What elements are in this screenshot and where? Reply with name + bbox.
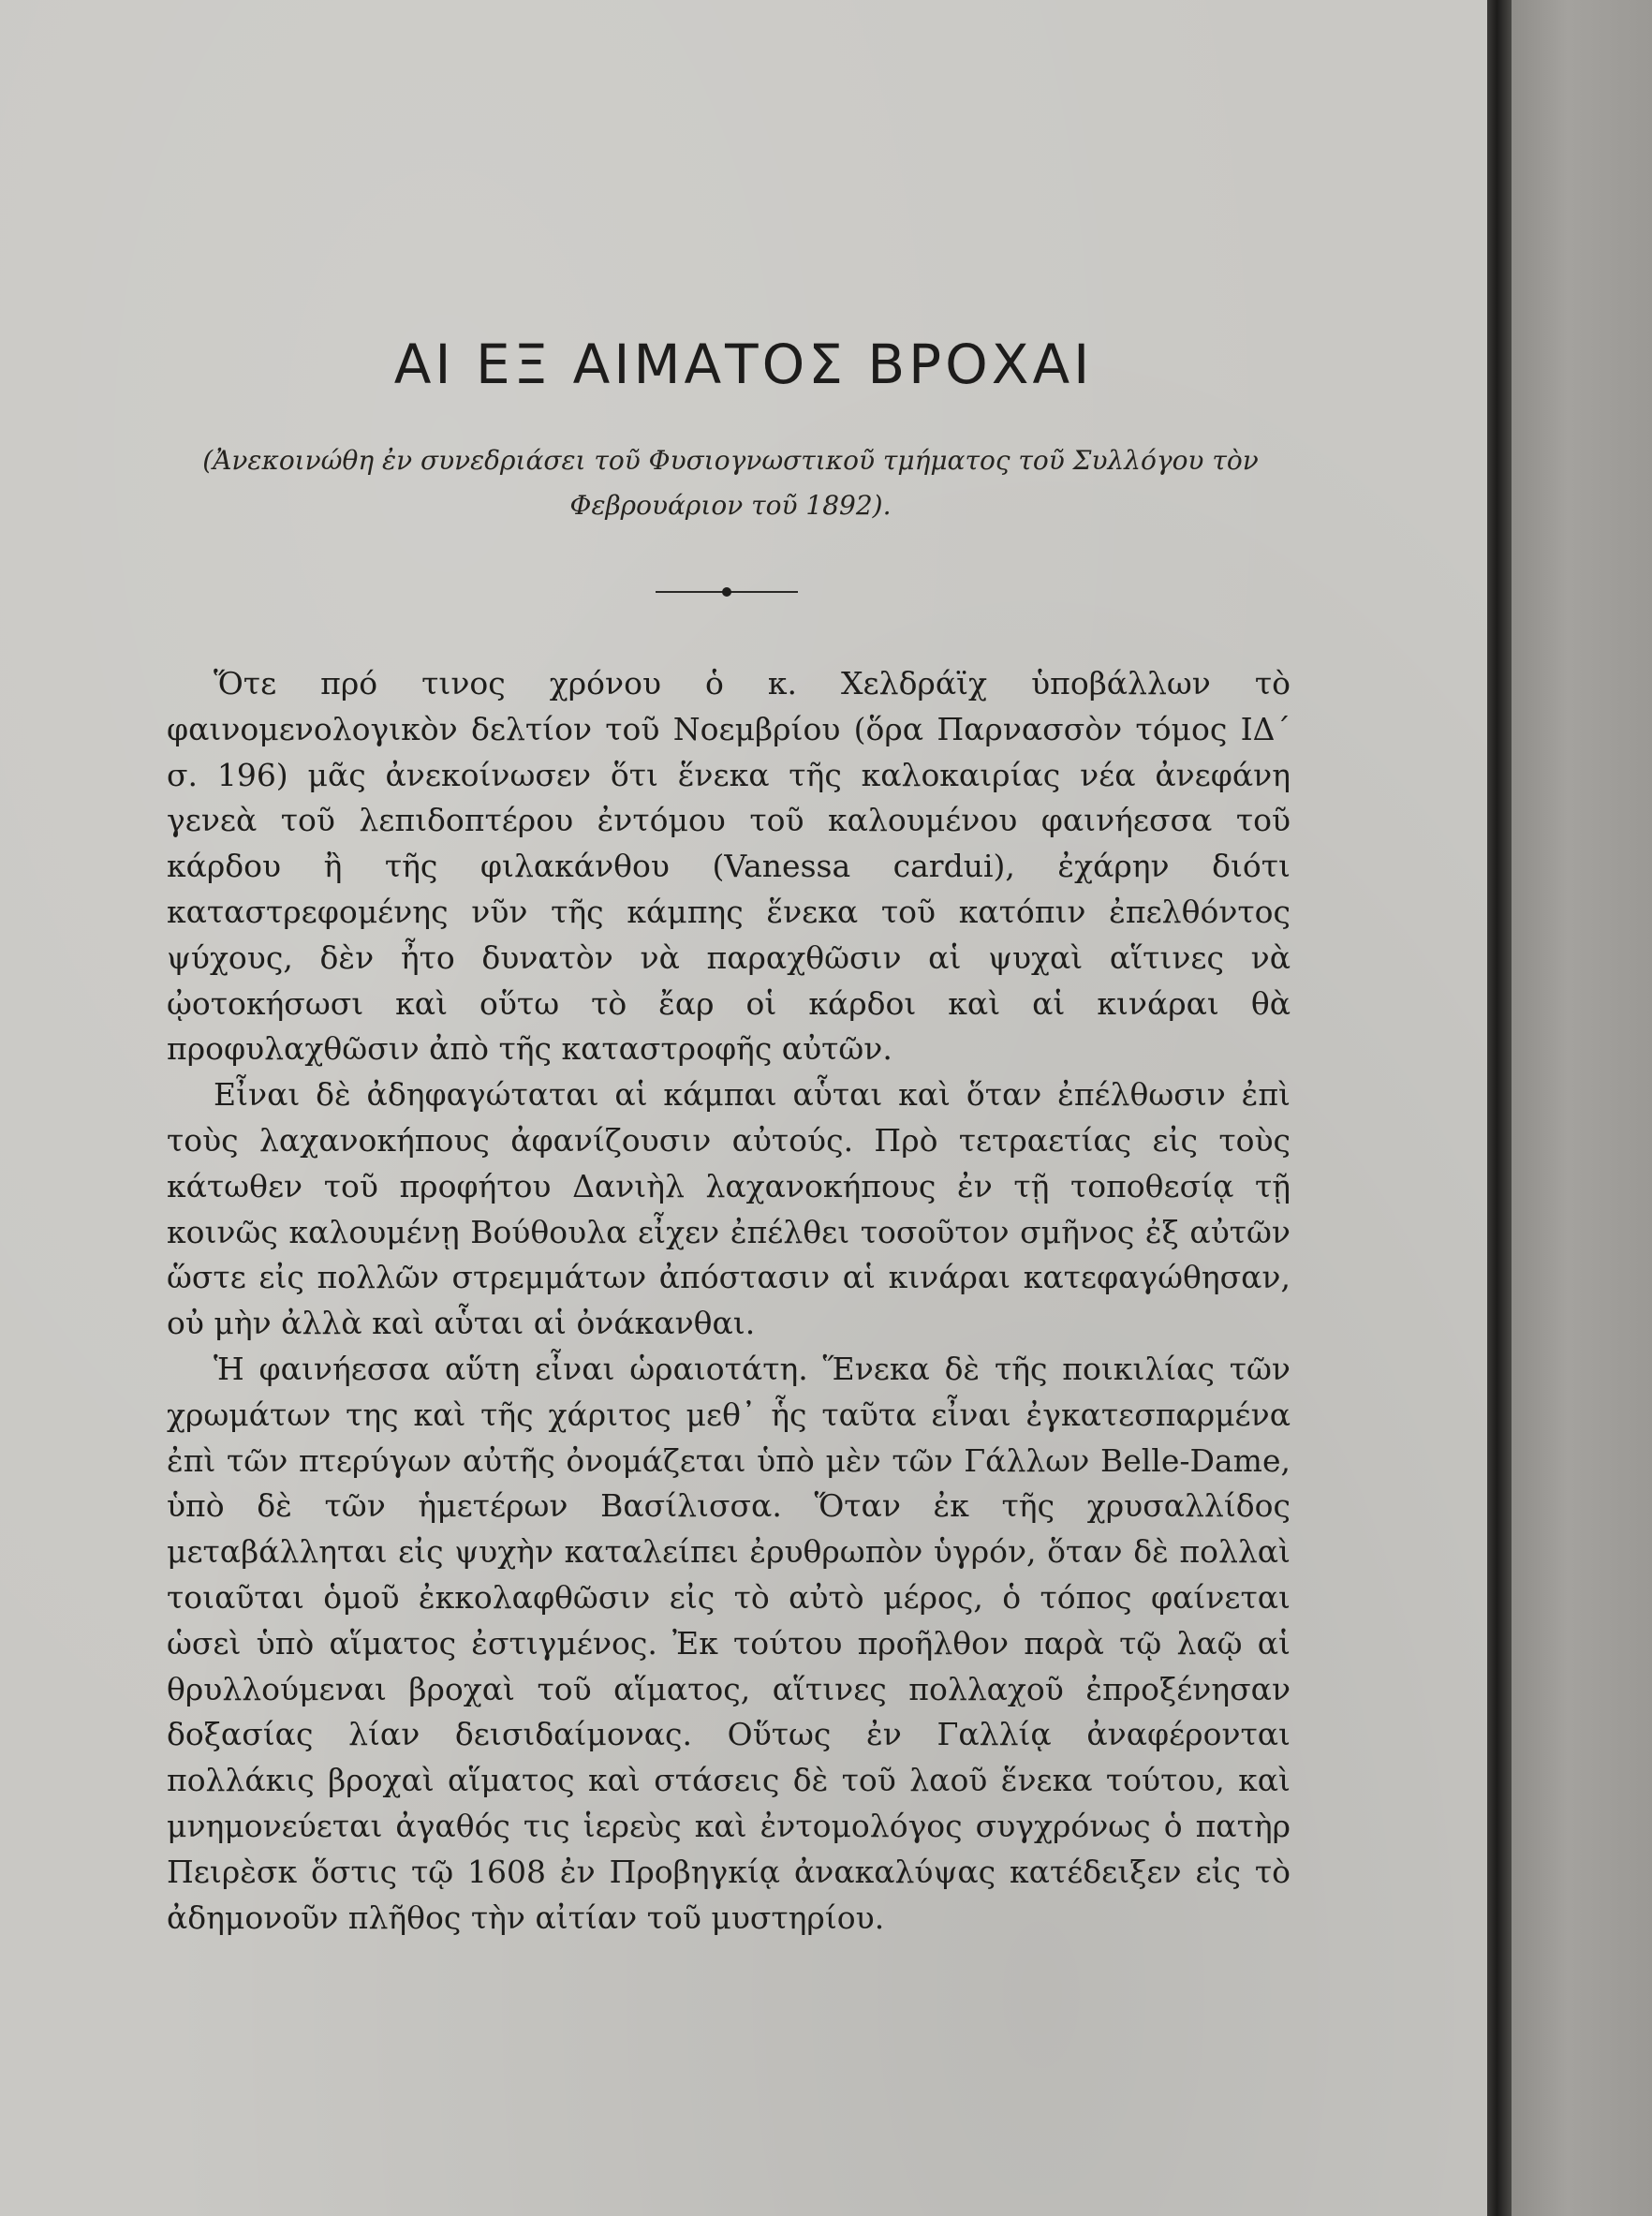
paragraph-3: Ἡ φαινήεσσα αὕτη εἶναι ὡραιοτάτη. Ἕνεκα δὲ τῆς ποικιλίας τῶν χρωμάτων της καὶ τῆς χάριτος μεθ᾽ ἧς ταῦτα εἶναι ἐγκατεσπαρμένα ἐπὶ τῶν πτερύγων αὐτῆς ὀνομάζεται ὑπὸ μὲν τῶν Γάλλων Belle-Dame, ὑπὸ δὲ τῶν ἡμετέρων Βασίλισσα. Ὅταν ἐκ τῆς χρυσαλλίδος μεταβάλληται εἰς ψυχὴν καταλείπει ἐρυθρωπὸν ὑγρόν, ὅταν δὲ πολλαὶ τοιαῦται ὁμοῦ ἐκκολαφθῶσιν εἰς τὸ αὐτὸ μέρος, ὁ τόπος φαίνεται ὡσεὶ ὑπὸ αἵματος ἐστιγμένος. Ἐκ τούτου προῆλθον παρὰ τῷ λαῷ αἱ θρυλλούμεναι βροχαὶ τοῦ αἵματος, αἵτινες πολλαχοῦ ἐπροξένησαν δοξασίας λίαν δεισιδαίμονας. Οὕτως ἐν Γαλλίᾳ ἀναφέρονται πολλάκις βροχαὶ αἵματος καὶ στάσεις δὲ τοῦ λαοῦ ἕνεκα τούτου, καὶ μνημονεύεται ἀγαθός τις ἱερεὺς καὶ ἐντομολόγος συγχρόνως ὁ πατὴρ Πειρὲσκ ὅστις τῷ 1608 ἐν Προβηγκίᾳ ἀνακαλύψας κατέδειξεν εἰς τὸ ἀδημονοῦν πλῆθος τὴν αἰτίαν τοῦ μυστηρίου.: [167, 1350, 1291, 1936]
paragraph-1: Ὅτε πρό τινος χρόνου ὁ κ. Χελδράϊχ ὑποβάλλων τὸ φαινομενολογικὸν δελτίον τοῦ Νοεμβρίου (ὅρα Παρνασσὸν τόμος ΙΔ΄ σ. 196) μᾶς ἀνεκοίνωσεν ὅτι ἕνεκα τῆς καλοκαιρίας νέα ἀνεφάνη γενεὰ τοῦ λεπιδοπτέρου ἐντόμου τοῦ καλουμένου φαινήεσσα τοῦ κάρδου ἢ τῆς φιλακάνθου (Vanessa cardui), ἐχάρην διότι καταστρεφομένης νῦν τῆς κάμπης ἕνεκα τοῦ κατόπιν ἐπελθόντος ψύχους, δὲν ἦτο δυνατὸν νὰ παραχθῶσιν αἱ ψυχαὶ αἵτινες νὰ ᾠοτοκήσωσι καὶ οὕτω τὸ ἔαρ οἱ κάρδοι καὶ αἱ κινάραι θὰ προφυλαχθῶσιν ἀπὸ τῆς καταστροφῆς αὐτῶν.: [167, 665, 1291, 1068]
divider-ornament: [656, 583, 798, 601]
article-body: [167, 661, 1291, 1941]
paragraph-2: Εἶναι δὲ ἀδηφαγώταται αἱ κάμπαι αὗται καὶ ὅταν ἐπέλθωσιν ἐπὶ τοὺς λαχανοκήπους ἀφανίζουσιν αὐτούς. Πρὸ τετραετίας εἰς τοὺς κάτωθεν τοῦ προφήτου Δανιὴλ λαχανοκήπους ἐν τῇ τοποθεσίᾳ τῇ κοινῶς καλουμένῃ Βούθουλα εἶχεν ἐπέλθει τοσοῦτον σμῆνος ἐξ αὐτῶν ὥστε εἰς πολλῶν στρεμμάτων ἀπόστασιν αἱ κινάραι κατεφαγώθησαν, οὐ μὴν ἀλλὰ καὶ αὗται αἱ ὀνάκανθαι.: [167, 1076, 1291, 1342]
facing-page-edge: [1512, 0, 1652, 2216]
book-gutter: [1487, 0, 1512, 2216]
article-title: ΑΙ ΕΞ ΑΙΜΑΤΟΣ ΒΡΟΧΑΙ: [393, 332, 1094, 396]
article-subtitle: (Ἀνεκοινώθη ἐν συνεδριάσει τοῦ Φυσιογνωστικοῦ τμήματος τοῦ Συλλόγου τὸν Φεβρουάριον τοῦ 1892).: [202, 445, 1259, 521]
